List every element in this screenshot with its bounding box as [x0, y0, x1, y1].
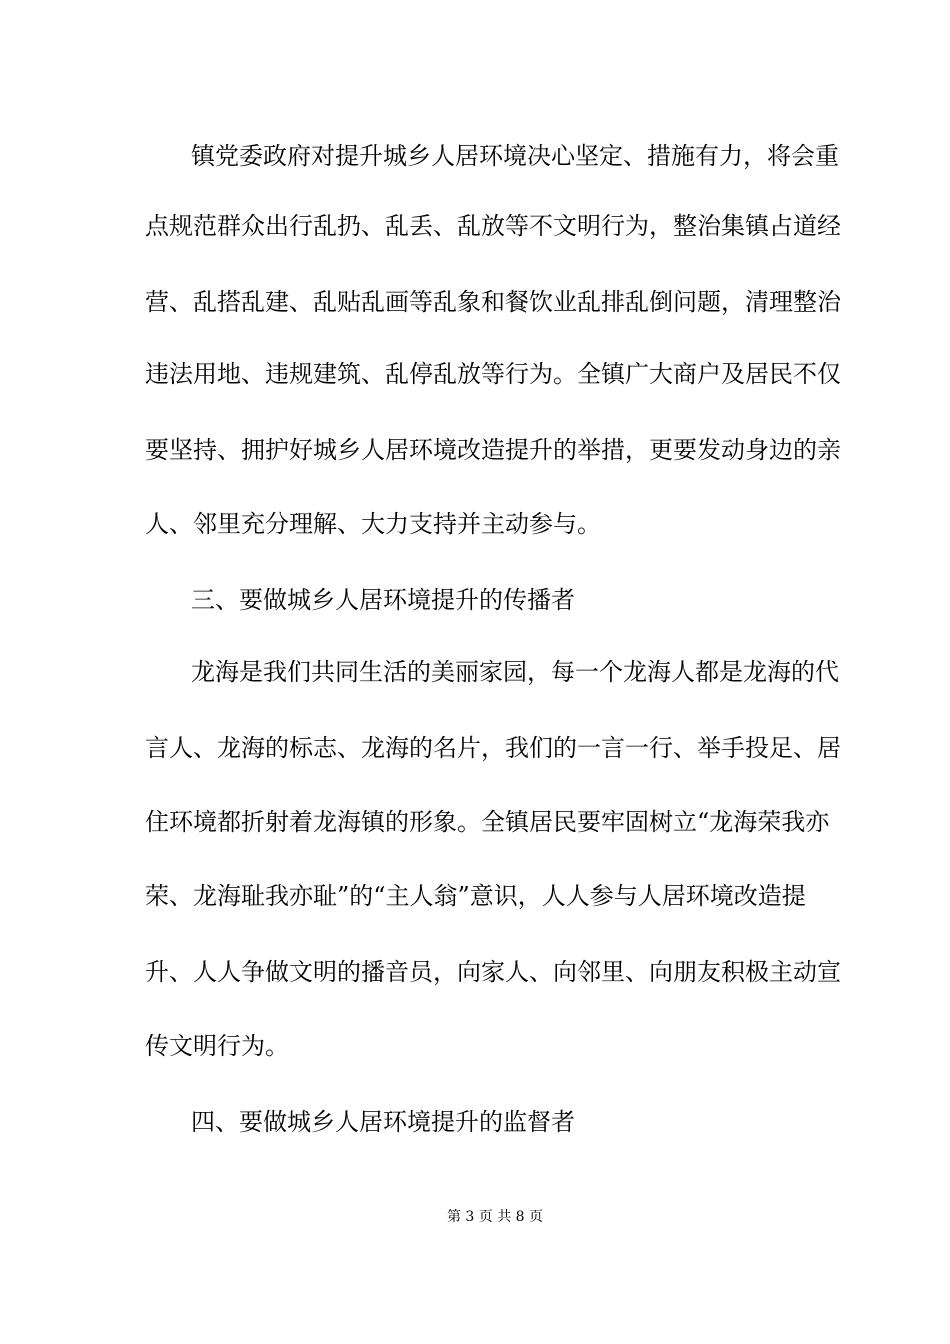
paragraph-2-line-2: 言人、龙海的标志、龙海的名片，我们的一言一行、举手投足、居 [145, 734, 841, 762]
paragraph-1-line-3: 营、乱搭乱建、乱贴乱画等乱象和餐饮业乱排乱倒问题，清理整治 [145, 288, 841, 316]
paragraph-1-line-2: 点规范群众出行乱扔、乱丢、乱放等不文明行为，整治集镇占道经 [145, 212, 841, 240]
paragraph-2-line-4: 荣、龙海耻我亦耻”的“主人翁”意识，人人参与人居环境改造提 [145, 882, 806, 910]
section-heading-3: 三、要做城乡人居环境提升的传播者 [191, 586, 575, 614]
paragraph-2-line-5: 升、人人争做文明的播音员，向家人、向邻里、向朋友积极主动宣 [145, 958, 841, 986]
paragraph-2-line-6: 传文明行为。 [145, 1032, 289, 1060]
paragraph-2-line-3: 住环境都折射着龙海镇的形象。全镇居民要牢固树立“龙海荣我亦 [145, 808, 830, 836]
paragraph-1-line-6: 人、邻里充分理解、大力支持并主动参与。 [145, 510, 601, 538]
paragraph-2-line-1: 龙海是我们共同生活的美丽家园，每一个龙海人都是龙海的代 [191, 658, 839, 686]
paragraph-1-line-1: 镇党委政府对提升城乡人居环境决心坚定、措施有力，将会重 [191, 142, 839, 170]
paragraph-1-line-4: 违法用地、违规建筑、乱停乱放等行为。全镇广大商户及居民不仅 [145, 360, 841, 388]
section-heading-4: 四、要做城乡人居环境提升的监督者 [191, 1108, 575, 1136]
page-number-footer: 第 3 页 共 8 页 [446, 1209, 544, 1225]
paragraph-1-line-5: 要坚持、拥护好城乡人居环境改造提升的举措，更要发动身边的亲 [145, 436, 841, 464]
